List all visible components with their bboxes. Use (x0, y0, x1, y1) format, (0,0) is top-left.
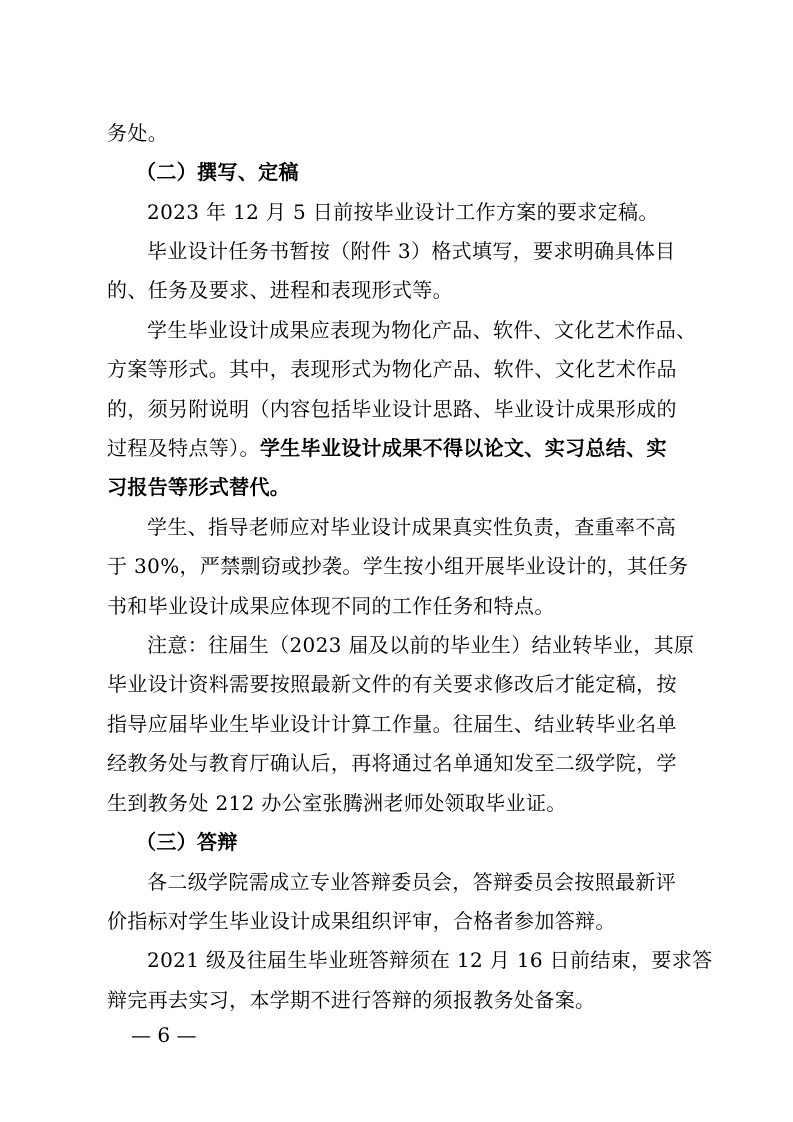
paragraph-line: 2021 级及往届生毕业班答辩须在 12 月 16 日前结束，要求答 (147, 948, 713, 972)
paragraph-line: 务处。 (107, 121, 169, 145)
paragraph-line: 的、任务及要求、进程和表现形式等。 (107, 278, 453, 302)
paragraph-line: 于 30%，严禁剽窃或抄袭。学生按小组开展毕业设计的，其任务 (107, 554, 689, 578)
bold-emphasis-line: 习报告等形式替代。 (107, 475, 291, 499)
paragraph-text: 过程及特点等）。 (107, 436, 260, 460)
paragraph-line: 经教务处与教育厅确认后，再将通过名单通知发至二级学院，学 (107, 751, 677, 775)
paragraph-line-mixed (107, 436, 667, 460)
paragraph-line: 学生毕业设计成果应表现为物化产品、软件、文化艺术作品、 (147, 318, 697, 342)
section-heading: （三）答辩 (136, 830, 238, 854)
page-number: — 6 — (131, 1023, 197, 1047)
paragraph-line: 指导应届毕业生毕业设计计算工作量。往届生、结业转毕业名单 (107, 712, 677, 736)
paragraph-line: 书和毕业设计成果应体现不同的工作任务和特点。 (107, 594, 555, 618)
paragraph-line: 注意：往届生（2023 届及以前的毕业生）结业转毕业，其原 (147, 633, 695, 657)
paragraph-line: 毕业设计资料需要按照最新文件的有关要求修改后才能定稿，按 (107, 672, 677, 696)
section-heading: （二）撰写、定稿 (136, 160, 299, 184)
bold-emphasis-text: 学生毕业设计成果不得以论文、实习总结、实 (259, 436, 667, 460)
paragraph-line: 毕业设计任务书暂按（附件 3）格式填写，要求明确具体目 (147, 239, 676, 263)
paragraph-line: 辩完再去实习，本学期不进行答辩的须报教务处备案。 (107, 988, 596, 1012)
paragraph-line: 学生、指导老师应对毕业设计成果真实性负责，查重率不高 (147, 515, 677, 539)
paragraph-line: 方案等形式。其中，表现形式为物化产品、软件、文化艺术作品 (107, 357, 677, 381)
paragraph-line: 生到教务处 212 办公室张腾洲老师处领取毕业证。 (107, 791, 567, 815)
paragraph-line: 的，须另附说明（内容包括毕业设计思路、毕业设计成果形成的 (107, 397, 677, 421)
paragraph-line: 2023 年 12 月 5 日前按毕业设计工作方案的要求定稿。 (147, 200, 659, 224)
paragraph-line: 价指标对学生毕业设计成果组织评审，合格者参加答辩。 (107, 909, 616, 933)
paragraph-line: 各二级学院需成立专业答辩委员会，答辩委员会按照最新评 (147, 870, 677, 894)
